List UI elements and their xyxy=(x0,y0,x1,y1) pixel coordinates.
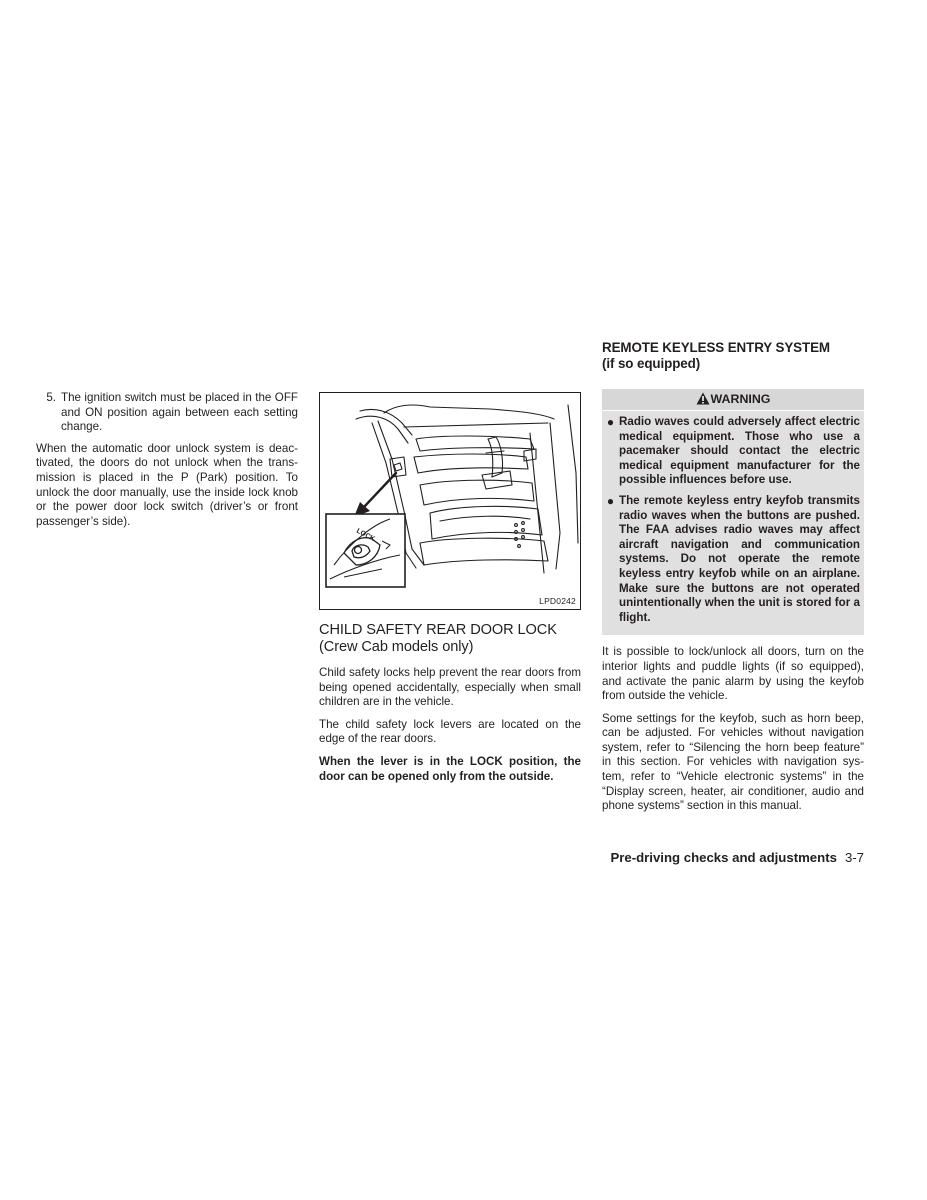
remote-keyless-heading-line2: (if so equipped) xyxy=(602,356,701,371)
left-column xyxy=(36,391,298,537)
lock-inset-label: LOCK xyxy=(355,527,376,544)
door-unlock-paragraph: When the automatic door unlock system is deactivated, the doors do not unlock when the transmission is placed in the P (Park) position. To unlock the door manually, use the inside lock knob or the power door lock switch (driver’s or front passenger’s side). xyxy=(36,441,298,528)
child-safety-heading-line1: CHILD SAFETY REAR DOOR LOCK xyxy=(319,622,557,638)
warning-title-text: WARNING xyxy=(710,392,771,406)
bullet-icon: ● xyxy=(606,415,615,429)
page-number: 3-7 xyxy=(844,850,864,865)
keyfob-paragraph-1: It is possible to lock/unlock all doors, turn on the interior lights and puddle lights (if so equipped), and activate the panic alarm by using the keyfob from outside the vehicle. xyxy=(602,645,864,703)
page-footer xyxy=(610,850,864,866)
remote-keyless-heading-line1: REMOTE KEYLESS ENTRY SYSTEM xyxy=(602,340,830,355)
child-safety-paragraph-2: The child safety lock levers are located on the edge of the rear doors. xyxy=(319,717,581,746)
list-item-text: The ignition switch must be placed in the OFF and ON position again between each setting change. xyxy=(61,391,298,434)
warning-box xyxy=(602,389,864,635)
warning-triangle-icon xyxy=(696,392,710,405)
child-safety-bold-paragraph: When the lever is in the LOCK position, the door can be opened only from the outside. xyxy=(319,754,581,783)
warning-item xyxy=(602,415,864,488)
middle-column xyxy=(319,392,581,792)
figure-label: LPD0242 xyxy=(539,596,576,606)
list-item-5 xyxy=(36,391,298,435)
door-illustration xyxy=(320,393,582,611)
child-safety-heading xyxy=(319,622,581,656)
warning-item-text: Radio waves could adversely affect electric medical equipment. Those who use a pacemaker should contact the electric medical equipment manufacturer for the possible influences before use. xyxy=(619,415,860,487)
bullet-icon: ● xyxy=(606,493,615,508)
child-safety-heading-line2: (Crew Cab models only) xyxy=(319,639,474,655)
right-column xyxy=(602,340,864,822)
child-safety-paragraph-1: Child safety locks help prevent the rear doors from being opened accidentally, especially when small children are in the vehicle. xyxy=(319,666,581,709)
warning-item-text: The remote keyless entry keyfob transmits radio waves when the buttons are pushed. The FAA advises radio waves may affect aircraft navigation and communication systems. Do not operate the remote keyless entry keyfob while on an airplane. Make sure the buttons are not operated unintentionally when the unit is stored for a flight. xyxy=(619,493,860,624)
warning-item xyxy=(602,494,864,625)
list-item-number: 5. xyxy=(46,391,56,404)
child-lock-figure xyxy=(319,392,581,610)
keyfob-paragraph-2: Some settings for the keyfob, such as horn beep, can be adjusted. For vehicles without navigation system, refer to “Silencing the horn beep feature” in this section. For vehicles with navigation system, refer to “Vehicle electronic systems” in the “Display screen, heater, air conditioner, audio and phone systems” section in this manual. xyxy=(602,711,864,813)
footer-section-title: Pre-driving checks and adjustments xyxy=(610,850,837,865)
warning-title xyxy=(602,389,864,411)
remote-keyless-heading xyxy=(602,340,864,372)
